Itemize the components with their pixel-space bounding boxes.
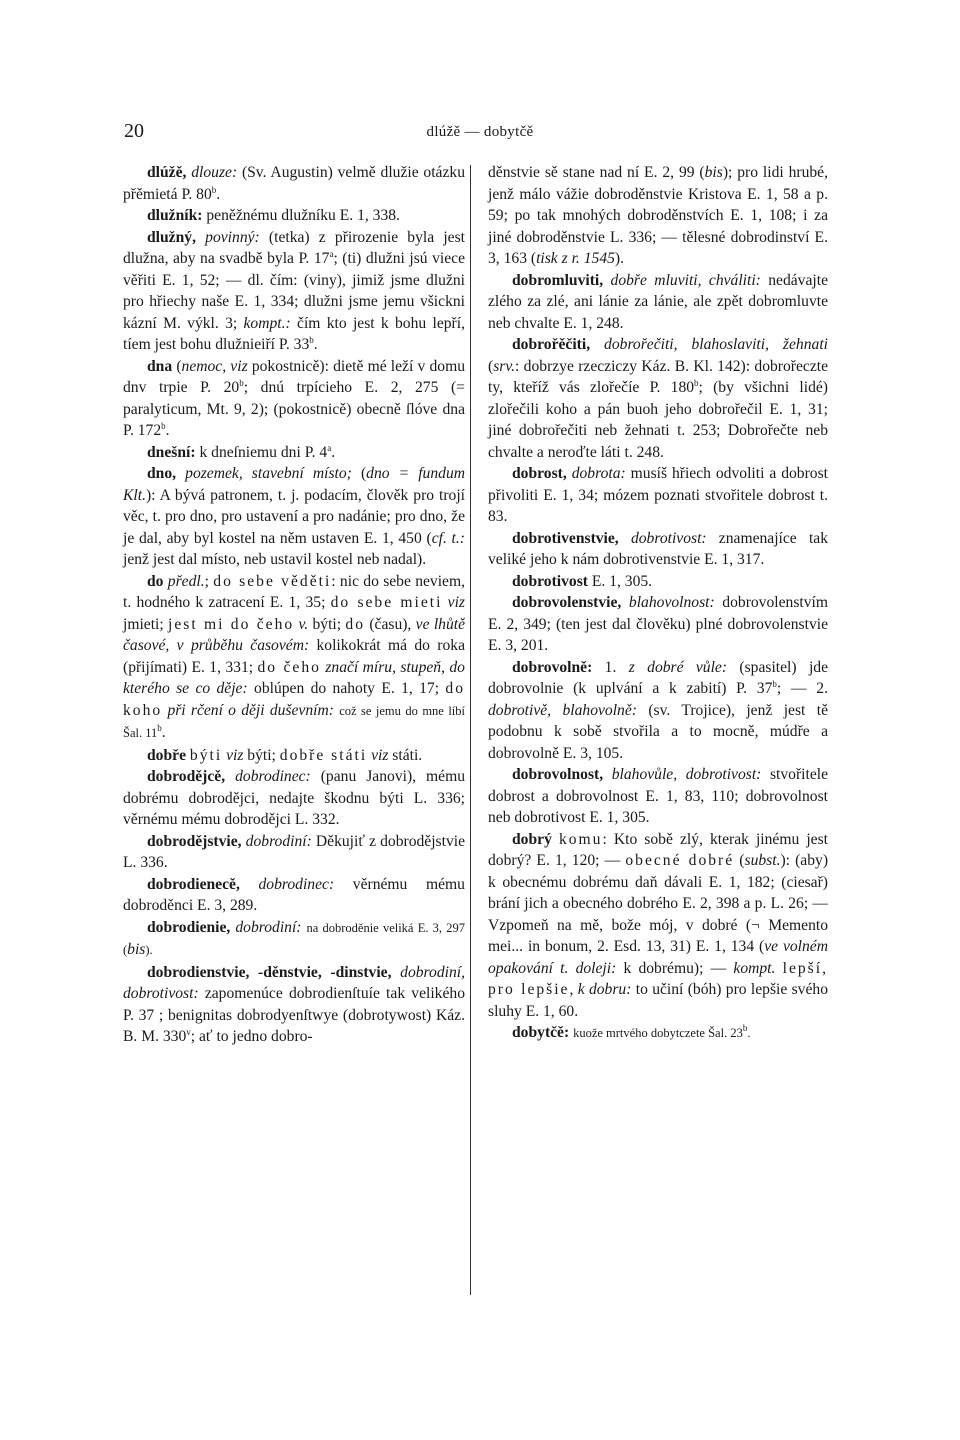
dictionary-entry [488,829,828,1023]
italic-text: pozemek, stavební místo; [185,465,352,482]
italic-text: cf. t.: [431,529,465,547]
text [619,530,631,547]
italic-text: blahovůle, dobrotivost: [611,766,762,783]
italic-text: v. [298,615,309,633]
text: oblúpen do nahoty E. 1, 17; [247,680,446,697]
text: ; (ti) dlužni jsú viece věřiti E. 1, 52; — dl. čím: (viny), jimiž jsme dlužni pro hřiechy naše E. 1, 334; dlužni jsme jemu všickni kázní M. výkl. 3; [123,250,465,332]
text: k dobrému); — [616,959,734,977]
italic-text: srv. [493,357,516,375]
text [603,766,612,783]
dictionary-entry [488,528,828,571]
headword: dobytčě: [512,1024,570,1041]
dictionary-entry [488,764,828,829]
italic-text: dobrodiní: [235,918,302,936]
italic-text: dobrořečiti, blahoslaviti, žehnati [604,336,828,353]
text: ; dnú trpícieho E. 2, 275 (= paralyticum, Mt. 9, 2); (pokostnicě) obecně ſlóve dna P. 172 [123,379,465,439]
headword: dlužník: [147,207,203,224]
dictionary-entry [123,463,465,571]
italic-text: dobře mluviti, chváliti: [610,271,761,289]
headword: dnešní: [147,443,196,461]
small-text: kuože mrtvého dobytczete Šal. 23 [573,1026,743,1040]
dictionary-entry [123,227,465,356]
small-text: na dobroděnie veliká E. 3, 297 ( [123,920,466,957]
text: Děkujiť z dobrodějstvie L. 336. [123,832,465,871]
dictionary-entry [123,874,465,917]
text: ; — 2. [776,680,828,697]
italic-text: viz [226,746,244,764]
spaced-text: do [345,615,366,633]
text: (panu Janovi), mému dobrému dobrodějci, nedajte škodnu býti L. 336; věrnému mému dobrodějci L. 332. [123,768,466,828]
headword: dobrodienecě, [147,875,240,893]
text: ( [172,357,182,375]
headword: dobrořěčiti, [512,336,591,353]
superscript: b [742,1022,748,1033]
text [603,272,610,289]
superscript: b [309,334,314,345]
text [176,465,185,482]
right-column [488,162,828,1045]
headword: dobrovolnost, [512,766,604,783]
text [196,229,205,246]
text [240,876,259,893]
italic-text: dobrodinec: [235,768,311,785]
text: jenž jest dal místo, neb ustavil kostel neb nadal). [123,551,427,568]
text: 1. [592,658,629,676]
small-text: . [747,1026,751,1040]
spaced-text: do sebe mieti [330,594,443,611]
text: ( [351,465,367,482]
headword: dobrovolenstvie, [512,594,622,611]
text: čím kto jest k bohu lepří, tíem jest bohu dlužnieiří P. 33 [123,314,465,353]
headword: dobrovolně: [512,658,593,676]
dictionary-entry [488,1022,828,1045]
text: ; [204,572,214,590]
superscript: b [211,184,217,195]
italic-text: povinný: [205,228,260,246]
headword: dobrodienstvie, -děnstvie, -dinstvie, [147,963,392,981]
text [775,960,782,977]
spaced-text: do koho [123,680,466,719]
dictionary-entry [488,571,828,593]
text: peněžnému dlužníku E. 1, 338. [202,207,400,224]
text: . [165,422,170,439]
text: býti; [308,615,346,633]
text [552,831,559,848]
italic-text: kompt.: [243,314,291,332]
headword: dno, [147,465,177,482]
italic-text: dobrotivě, blahovolně: [488,701,637,719]
text: ): (aby) k obecnému dobrému daň dávali E. 1, 182; (ciesař) brání jich a obecného dobrého E. 2, 398 a p. L. 26; — Vzpomeň na mě, bože mój, v dobré (¬ Memento mei... in bonum, 2. Esd. 13, 31) E. 1, 134 ( [488,852,829,955]
superscript: v [186,1026,191,1037]
italic-text: dlouze: [191,164,238,181]
text: dobrovolenstvím E. 2, 349; (ten jest dal člověku) plné dobrovolenstvie E. 3, 201. [488,594,828,654]
italic-text: značí míru, stupeň, do kterého se co děje: [123,658,465,697]
headword: dna [147,357,173,375]
small-text: ). [145,943,153,957]
dictionary-entry [488,162,828,270]
dictionary-entry [488,270,828,335]
spaced-text: jest mi do čeho [168,615,295,633]
italic-text: dobrotivost: [630,529,707,547]
text [590,336,604,353]
headword: dobrost, [512,465,567,482]
dictionary-entry [123,356,465,442]
text: ; (by všichni lidé) zlořečili koho a pán buoh jeho dobrořečil E. 1, 31; jiné dobrořečiti neb žehnati t. 253; Dobrořečte neb chvalte a neroďte láti t. 248. [488,379,828,461]
dictionary-entry [488,463,828,528]
text: věrnému mému dobroděnci E. 3, 289. [123,875,465,914]
text: ; ať to jedno dobro- [190,1028,313,1045]
text: . [216,185,221,203]
text: (času), [365,615,416,633]
text: E. 1, 305. [587,572,653,590]
superscript: b [157,722,162,733]
headword: dobrodienie, [147,918,231,936]
italic-text: tisk z r. 1545 [536,250,615,267]
column-divider [470,165,471,1295]
spaced-text: obecné dobré [625,852,735,869]
text: zapomenúce dobrodienſtuíe tak velikého P. 37 ; benignitas dobrodyenſtwye (dobrotywost) Káz. B. M. 330 [123,985,465,1045]
headword: do [147,572,164,590]
superscript: a [327,442,332,453]
italic-text: bis [127,941,146,958]
text [391,964,400,981]
superscript: b [694,377,699,388]
superscript: b [239,377,244,388]
italic-text: předl. [167,572,205,590]
headword: dobromluviti, [512,271,604,289]
text: kolikokrát má do roka (přijímati) E. 1, 331; [123,637,466,676]
italic-text: dobrodinec: [258,875,335,893]
text: ). [614,250,625,267]
italic-text: viz [371,746,389,764]
spaced-text: komu [558,830,603,848]
page-number: 20 [124,120,144,142]
dictionary-entry [123,442,465,464]
text: to učiní (bóh) pro lepšie svého sluhy E. 1, 60. [488,981,828,1020]
text: pokostnicě): dietě mé leží v domu dnv trpie P. 20 [123,357,465,396]
italic-text: dobrodiní: [245,832,312,850]
italic-text: blahovolnost: [628,594,715,611]
italic-text: z dobré vůle: [628,658,728,676]
text: ( [734,852,745,869]
text: jmieti; [123,615,169,633]
italic-text: kompt. [733,959,776,977]
text: děnstvie sě stane nad ní E. 2, 99 ( [488,164,705,181]
text: (Sv. Augustin) velmě dlužie otázku přěmietá P. 80 [123,164,465,203]
dictionary-entry [123,917,465,962]
text: stvořitele dobrost a dobrovolnost E. 1, 83, 110; dobrovolnost neb dobrotivost E. 1, 305. [488,766,828,826]
text: k dneſniemu dni P. 4 [195,443,328,461]
spaced-text: lepší, pro lepšie [488,959,828,998]
headword: dobrodějstvie, [147,832,242,850]
superscript: b [772,678,777,689]
italic-text: dobrota: [571,465,626,482]
text: , [569,981,578,998]
dictionary-entry [123,745,465,767]
text [225,768,235,785]
dictionary-entry [123,831,465,874]
text: ): A bývá patronem, t. j. podacím, člověk pro trojí věc, t. pro dno, pro ustavení a pro nadánie; pro dno, že je dal, aby byl kostel na něm ustaven E. 1, 450 ( [123,486,465,547]
text: ); pro lidi hrubé, jenž málo vážie dobroděnstvie Kristova E. 1, 58 a p. 59; po tak mnohých dobroděnstvích E. 1, 108; i za jiné dobroděnstvie L. 336; — tělesné dobrodinství E. 3, 163 ( [488,164,828,267]
italic-text: ve lhůtě časové, v průběhu časovém: [123,615,466,654]
text: (tetka) z přirozenie byla jest dlužna, aby na svadbě byla P. 17 [123,228,466,267]
dictionary-entry [123,205,465,227]
headword: dobrotivenstvie, [512,529,619,547]
headword: dobrotivost [512,572,588,590]
dictionary-entry [488,657,828,765]
headword: dobře [147,746,186,764]
italic-text: při rčení o ději duševním: [167,701,334,719]
text: státi. [388,746,423,764]
text: . [313,336,318,353]
italic-text: bis [704,164,723,181]
dictionary-entry [488,334,828,463]
spaced-text: do sebe věděti [213,572,332,590]
italic-text: dobrodiní, dobrotivost: [123,963,465,1002]
headword: dobrodějcě, [147,768,226,785]
superscript: a [329,248,334,259]
small-text: což se jemu do mne líbí Šal. 11 [123,703,465,740]
text: ( [488,357,494,375]
text: : nic do sebe neviem, t. hodného k zatracení E. 1, 35; [123,572,466,611]
italic-text: ve volném opakování t. doleji: [488,938,828,977]
running-head: dlúžě — dobytčě [426,124,534,140]
text: musíš hřiech odvoliti a dobrost přivoliti E. 1, 34; mózem poznati stvořitele dobrost t. 83. [488,465,828,525]
italic-text: dno = fundum Klt. [123,465,466,504]
dictionary-entry [123,962,465,1048]
text: : dobrzye rzecziczy Káz. B. Kl. 142): dobrořeczte ty, kteříž vás zlořečíe P. 180 [488,357,828,396]
left-column [123,162,465,1048]
text: býti; [243,746,280,764]
italic-text: nemoc, viz [181,357,248,375]
italic-text: k dobru: [577,981,632,998]
italic-text: subst. [744,852,781,869]
dictionary-entry [123,162,465,205]
text: . [161,724,166,741]
text: : Kto sobě zlý, kterak jinému jest dobrý? E. 1, 120; — [488,830,828,869]
spaced-text: býti [189,746,223,764]
italic-text: viz [447,594,465,611]
superscript: b [161,420,166,431]
headword: dobrý [512,830,552,848]
dictionary-entry [123,766,465,831]
dictionary-entry [123,571,465,745]
text: (sv. Trojice), jenž jest tě podobnu k sobě stvořila a to mocně, múdře a dobrovolně E. 3, 105. [488,701,828,762]
headword: dlúžě, [147,164,187,181]
text [621,594,629,611]
dictionary-entry [488,592,828,657]
headword: dlužný, [147,228,196,246]
spaced-text: do čeho [257,658,321,676]
text: nedávajte zlého za zlé, ani lánie za lánie, ale zpět dobromluvte neb chvalte E. 1, 248. [488,271,828,332]
text: (spasitel) jde dobrovolnie (k uplvání a k zabití) P. 37 [488,658,828,697]
text: znamenajíce tak veliké jeho k nám dobrotivenstvie E. 1, 317. [488,529,828,568]
text: . [331,443,336,461]
spaced-text: dobře státi [279,746,368,764]
